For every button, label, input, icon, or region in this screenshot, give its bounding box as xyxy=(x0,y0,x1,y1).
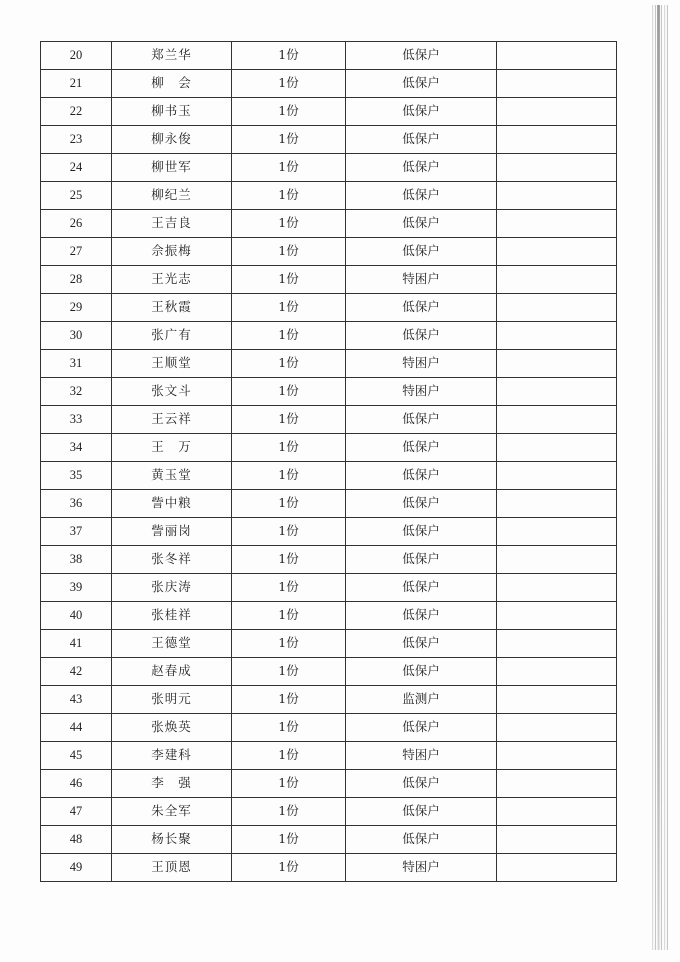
quantity-cell: 1份 xyxy=(232,294,346,322)
quantity-cell: 1份 xyxy=(232,434,346,462)
quantity-cell: 1份 xyxy=(232,462,346,490)
remarks-cell xyxy=(497,406,617,434)
recipient-name-cell: 王云祥 xyxy=(112,406,232,434)
table-row xyxy=(41,238,617,266)
row-number-cell: 46 xyxy=(41,770,112,798)
remarks-cell xyxy=(497,826,617,854)
remarks-cell xyxy=(497,854,617,882)
remarks-cell xyxy=(497,98,617,126)
table-row xyxy=(41,42,617,70)
household-type-cell: 低保户 xyxy=(346,42,497,70)
household-type-cell: 低保户 xyxy=(346,546,497,574)
row-number-cell: 29 xyxy=(41,294,112,322)
household-type-cell: 特困户 xyxy=(346,378,497,406)
remarks-cell xyxy=(497,574,617,602)
quantity-cell: 1份 xyxy=(232,686,346,714)
remarks-cell xyxy=(497,742,617,770)
recipient-name-cell: 柳书玉 xyxy=(112,98,232,126)
table-row xyxy=(41,630,617,658)
remarks-cell xyxy=(497,658,617,686)
recipient-name-cell: 王顺堂 xyxy=(112,350,232,378)
scan-edge-artifact xyxy=(652,5,668,950)
table-row xyxy=(41,434,617,462)
remarks-cell xyxy=(497,518,617,546)
table-row xyxy=(41,154,617,182)
row-number-cell: 31 xyxy=(41,350,112,378)
table-row xyxy=(41,462,617,490)
table-body xyxy=(41,42,617,882)
quantity-cell: 1份 xyxy=(232,490,346,518)
quantity-cell: 1份 xyxy=(232,70,346,98)
recipient-name-cell: 王光志 xyxy=(112,266,232,294)
household-type-cell: 低保户 xyxy=(346,574,497,602)
recipient-name-cell: 訾中粮 xyxy=(112,490,232,518)
row-number-cell: 49 xyxy=(41,854,112,882)
row-number-cell: 42 xyxy=(41,658,112,686)
quantity-cell: 1份 xyxy=(232,714,346,742)
remarks-cell xyxy=(497,42,617,70)
row-number-cell: 43 xyxy=(41,686,112,714)
remarks-cell xyxy=(497,350,617,378)
household-type-cell: 低保户 xyxy=(346,630,497,658)
remarks-cell xyxy=(497,602,617,630)
household-type-cell: 低保户 xyxy=(346,322,497,350)
household-type-cell: 特困户 xyxy=(346,742,497,770)
household-type-cell: 特困户 xyxy=(346,350,497,378)
row-number-cell: 40 xyxy=(41,602,112,630)
recipient-name-cell: 王顶恩 xyxy=(112,854,232,882)
recipient-name-cell: 张明元 xyxy=(112,686,232,714)
row-number-cell: 27 xyxy=(41,238,112,266)
household-type-cell: 低保户 xyxy=(346,182,497,210)
row-number-cell: 21 xyxy=(41,70,112,98)
quantity-cell: 1份 xyxy=(232,742,346,770)
recipient-name-cell: 王德堂 xyxy=(112,630,232,658)
recipient-name-cell: 柳 会 xyxy=(112,70,232,98)
table-row xyxy=(41,602,617,630)
quantity-cell: 1份 xyxy=(232,854,346,882)
remarks-cell xyxy=(497,686,617,714)
remarks-cell xyxy=(497,266,617,294)
row-number-cell: 44 xyxy=(41,714,112,742)
row-number-cell: 45 xyxy=(41,742,112,770)
household-type-cell: 低保户 xyxy=(346,826,497,854)
recipient-name-cell: 訾丽岗 xyxy=(112,518,232,546)
remarks-cell xyxy=(497,210,617,238)
household-type-cell: 低保户 xyxy=(346,294,497,322)
quantity-cell: 1份 xyxy=(232,546,346,574)
remarks-cell xyxy=(497,546,617,574)
remarks-cell xyxy=(497,714,617,742)
row-number-cell: 26 xyxy=(41,210,112,238)
quantity-cell: 1份 xyxy=(232,574,346,602)
recipient-name-cell: 柳世军 xyxy=(112,154,232,182)
table-row xyxy=(41,574,617,602)
recipient-name-cell: 朱全军 xyxy=(112,798,232,826)
recipient-name-cell: 张冬祥 xyxy=(112,546,232,574)
remarks-cell xyxy=(497,462,617,490)
recipient-name-cell: 柳纪兰 xyxy=(112,182,232,210)
quantity-cell: 1份 xyxy=(232,378,346,406)
row-number-cell: 22 xyxy=(41,98,112,126)
remarks-cell xyxy=(497,378,617,406)
table-row xyxy=(41,658,617,686)
recipient-name-cell: 张文斗 xyxy=(112,378,232,406)
remarks-cell xyxy=(497,490,617,518)
household-type-cell: 低保户 xyxy=(346,714,497,742)
quantity-cell: 1份 xyxy=(232,238,346,266)
recipient-name-cell: 张庆涛 xyxy=(112,574,232,602)
quantity-cell: 1份 xyxy=(232,630,346,658)
remarks-cell xyxy=(497,182,617,210)
quantity-cell: 1份 xyxy=(232,770,346,798)
recipient-name-cell: 王秋霞 xyxy=(112,294,232,322)
quantity-cell: 1份 xyxy=(232,602,346,630)
table-row xyxy=(41,322,617,350)
household-type-cell: 低保户 xyxy=(346,518,497,546)
row-number-cell: 23 xyxy=(41,126,112,154)
household-type-cell: 低保户 xyxy=(346,70,497,98)
recipient-name-cell: 张焕英 xyxy=(112,714,232,742)
household-type-cell: 低保户 xyxy=(346,126,497,154)
household-type-cell: 低保户 xyxy=(346,658,497,686)
quantity-cell: 1份 xyxy=(232,182,346,210)
row-number-cell: 35 xyxy=(41,462,112,490)
table-row xyxy=(41,98,617,126)
table-row xyxy=(41,490,617,518)
table-row xyxy=(41,182,617,210)
row-number-cell: 34 xyxy=(41,434,112,462)
row-number-cell: 36 xyxy=(41,490,112,518)
recipient-name-cell: 张广有 xyxy=(112,322,232,350)
household-type-cell: 特困户 xyxy=(346,854,497,882)
recipient-name-cell: 李建科 xyxy=(112,742,232,770)
recipient-name-cell: 柳永俊 xyxy=(112,126,232,154)
table-row xyxy=(41,546,617,574)
remarks-cell xyxy=(497,434,617,462)
household-type-cell: 低保户 xyxy=(346,406,497,434)
table-row xyxy=(41,406,617,434)
household-type-cell: 低保户 xyxy=(346,770,497,798)
quantity-cell: 1份 xyxy=(232,266,346,294)
household-type-cell: 低保户 xyxy=(346,98,497,126)
table-row xyxy=(41,294,617,322)
remarks-cell xyxy=(497,238,617,266)
table-row xyxy=(41,686,617,714)
household-type-cell: 低保户 xyxy=(346,490,497,518)
row-number-cell: 28 xyxy=(41,266,112,294)
table-row xyxy=(41,350,617,378)
remarks-cell xyxy=(497,322,617,350)
table-row xyxy=(41,770,617,798)
row-number-cell: 38 xyxy=(41,546,112,574)
household-type-cell: 低保户 xyxy=(346,798,497,826)
recipient-name-cell: 李 强 xyxy=(112,770,232,798)
household-type-cell: 监测户 xyxy=(346,686,497,714)
remarks-cell xyxy=(497,798,617,826)
row-number-cell: 24 xyxy=(41,154,112,182)
table-row xyxy=(41,378,617,406)
quantity-cell: 1份 xyxy=(232,350,346,378)
row-number-cell: 30 xyxy=(41,322,112,350)
remarks-cell xyxy=(497,770,617,798)
remarks-cell xyxy=(497,154,617,182)
quantity-cell: 1份 xyxy=(232,42,346,70)
table-row xyxy=(41,826,617,854)
quantity-cell: 1份 xyxy=(232,518,346,546)
remarks-cell xyxy=(497,70,617,98)
row-number-cell: 47 xyxy=(41,798,112,826)
table-row xyxy=(41,714,617,742)
household-type-cell: 低保户 xyxy=(346,210,497,238)
recipient-name-cell: 黄玉堂 xyxy=(112,462,232,490)
household-type-cell: 低保户 xyxy=(346,602,497,630)
table-row xyxy=(41,518,617,546)
row-number-cell: 39 xyxy=(41,574,112,602)
recipient-name-cell: 佘振梅 xyxy=(112,238,232,266)
row-number-cell: 37 xyxy=(41,518,112,546)
quantity-cell: 1份 xyxy=(232,154,346,182)
remarks-cell xyxy=(497,630,617,658)
row-number-cell: 48 xyxy=(41,826,112,854)
table-row xyxy=(41,210,617,238)
quantity-cell: 1份 xyxy=(232,126,346,154)
row-number-cell: 32 xyxy=(41,378,112,406)
recipient-name-cell: 郑兰华 xyxy=(112,42,232,70)
table-row xyxy=(41,70,617,98)
quantity-cell: 1份 xyxy=(232,210,346,238)
recipient-name-cell: 杨长聚 xyxy=(112,826,232,854)
quantity-cell: 1份 xyxy=(232,406,346,434)
household-type-cell: 低保户 xyxy=(346,238,497,266)
table-row xyxy=(41,742,617,770)
quantity-cell: 1份 xyxy=(232,826,346,854)
quantity-cell: 1份 xyxy=(232,98,346,126)
household-type-cell: 低保户 xyxy=(346,462,497,490)
table-row xyxy=(41,798,617,826)
row-number-cell: 33 xyxy=(41,406,112,434)
quantity-cell: 1份 xyxy=(232,798,346,826)
table-row xyxy=(41,126,617,154)
row-number-cell: 20 xyxy=(41,42,112,70)
remarks-cell xyxy=(497,294,617,322)
table-row xyxy=(41,266,617,294)
household-type-cell: 低保户 xyxy=(346,154,497,182)
recipient-table xyxy=(40,41,617,882)
household-type-cell: 低保户 xyxy=(346,434,497,462)
recipient-name-cell: 张桂祥 xyxy=(112,602,232,630)
recipient-name-cell: 王吉良 xyxy=(112,210,232,238)
quantity-cell: 1份 xyxy=(232,658,346,686)
table-row xyxy=(41,854,617,882)
recipient-name-cell: 赵春成 xyxy=(112,658,232,686)
remarks-cell xyxy=(497,126,617,154)
row-number-cell: 41 xyxy=(41,630,112,658)
quantity-cell: 1份 xyxy=(232,322,346,350)
recipient-name-cell: 王 万 xyxy=(112,434,232,462)
household-type-cell: 特困户 xyxy=(346,266,497,294)
row-number-cell: 25 xyxy=(41,182,112,210)
